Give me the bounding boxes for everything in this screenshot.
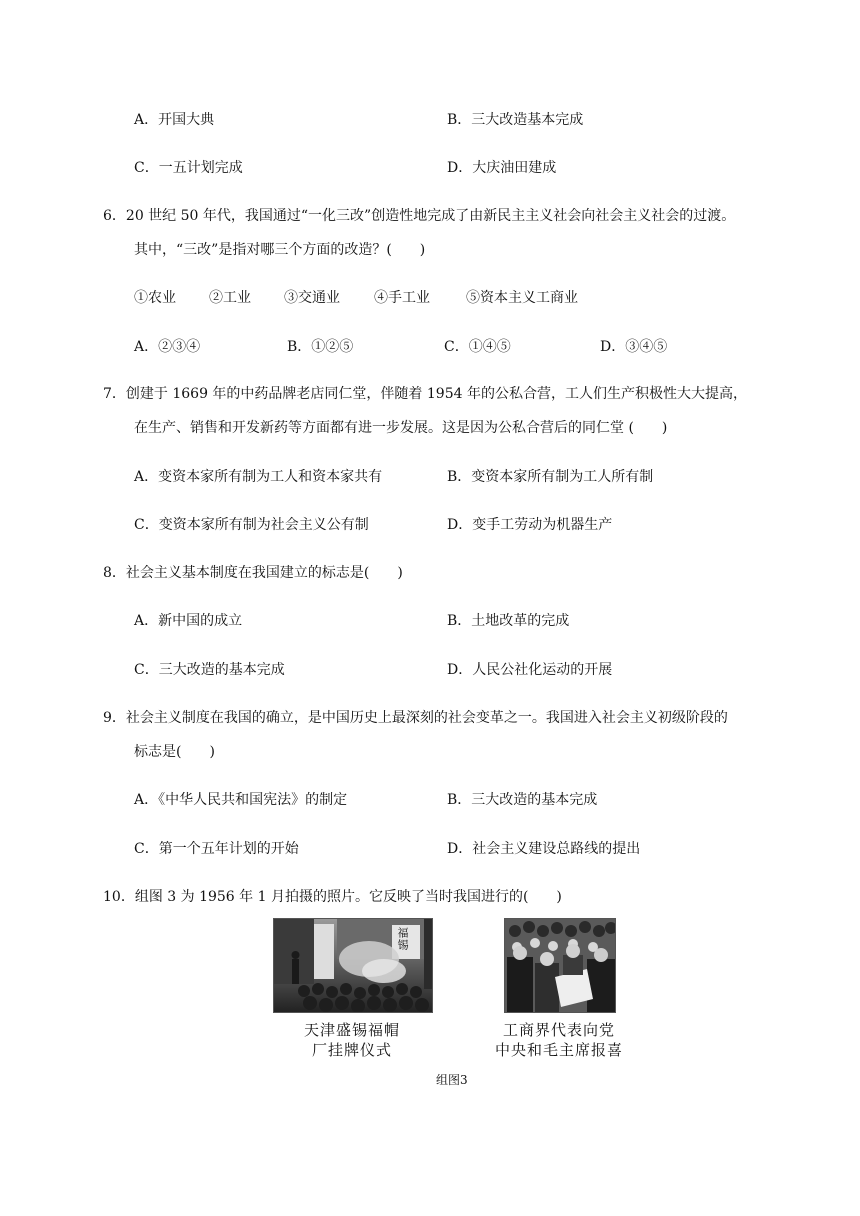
q6-item-2: ②工业 [209, 290, 251, 306]
q7-stem-line1: 7．创建于 1669 年的中药品牌老店同仁堂，伴随着 1954 年的公私合营，工人们生产积极性大大提高， [103, 386, 747, 402]
caption-photo-2-line1: 工商界代表向党 [502, 1021, 615, 1039]
q5-option-a: A．开国大典 [134, 112, 215, 128]
caption-photo-1-line1: 天津盛锡福帽 [303, 1021, 400, 1039]
q9-stem-line2: 标志是( ) [134, 744, 215, 760]
caption-photo-1-line2: 厂挂牌仪式 [311, 1041, 392, 1059]
q8-option-b: B．土地改革的完成 [447, 613, 570, 629]
q6-item-3: ③交通业 [284, 290, 340, 306]
q5-option-c: C．一五计划完成 [134, 160, 243, 176]
q6-stem-line1: 6．20 世纪 50 年代，我国通过“一化三改”创造性地完成了由新民主主义社会向社会主义社会的过渡。 [103, 208, 736, 224]
q6-item-4: ④手工业 [374, 290, 430, 306]
caption-photo-1 [273, 1020, 431, 1060]
photo-sign-text: 福锡 [396, 927, 409, 951]
caption-photo-2 [479, 1020, 639, 1060]
q7-stem-line2: 在生产、销售和开发新药等方面都有进一步发展。这是因为公私合营后的同仁堂 ( ) [134, 420, 668, 436]
q8-option-c: C．三大改造的基本完成 [134, 662, 285, 678]
q6-option-a: A．②③④ [134, 339, 201, 355]
q6-option-c: C．①④⑤ [444, 339, 511, 355]
q7-option-c: C．变资本家所有制为社会主义公有制 [134, 517, 369, 533]
q9-option-a: A．《中华人民共和国宪法》的制定 [134, 792, 348, 808]
q8-option-a: A．新中国的成立 [134, 613, 243, 629]
q5-option-d: D．大庆油田建成 [447, 160, 557, 176]
q9-option-c: C．第一个五年计划的开始 [134, 841, 299, 857]
q10-stem: 10．组图 3 为 1956 年 1 月拍摄的照片。它反映了当时我国进行的( ) [103, 889, 562, 905]
photo-representatives-image [505, 919, 615, 1012]
photo-business-representatives [504, 918, 616, 1013]
q9-option-d: D．社会主义建设总路线的提出 [447, 841, 641, 857]
q5-option-b: B．三大改造基本完成 [447, 112, 584, 128]
q7-option-a: A．变资本家所有制为工人和资本家共有 [134, 469, 383, 485]
figure-label: 组图3 [436, 1073, 468, 1087]
photo-hat-factory-ceremony [273, 918, 433, 1013]
q7-option-b: B．变资本家所有制为工人所有制 [447, 469, 654, 485]
q7-option-d: D．变手工劳动为机器生产 [447, 517, 613, 533]
q6-item-5: ⑤资本主义工商业 [466, 290, 578, 306]
q8-stem: 8．社会主义基本制度在我国建立的标志是( ) [103, 565, 403, 581]
q8-option-d: D．人民公社化运动的开展 [447, 662, 613, 678]
q9-stem-line1: 9．社会主义制度在我国的确立，是中国历史上最深刻的社会变革之一。我国进入社会主义初级阶段的 [103, 710, 728, 726]
caption-photo-2-line2: 中央和毛主席报喜 [494, 1041, 623, 1059]
q6-item-1: ①农业 [134, 290, 176, 306]
q6-option-d: D．③④⑤ [600, 339, 668, 355]
q6-option-b: B．①②⑤ [287, 339, 354, 355]
q6-stem-line2: 其中，“三改”是指对哪三个方面的改造？( ) [134, 242, 426, 258]
q9-option-b: B．三大改造的基本完成 [447, 792, 598, 808]
